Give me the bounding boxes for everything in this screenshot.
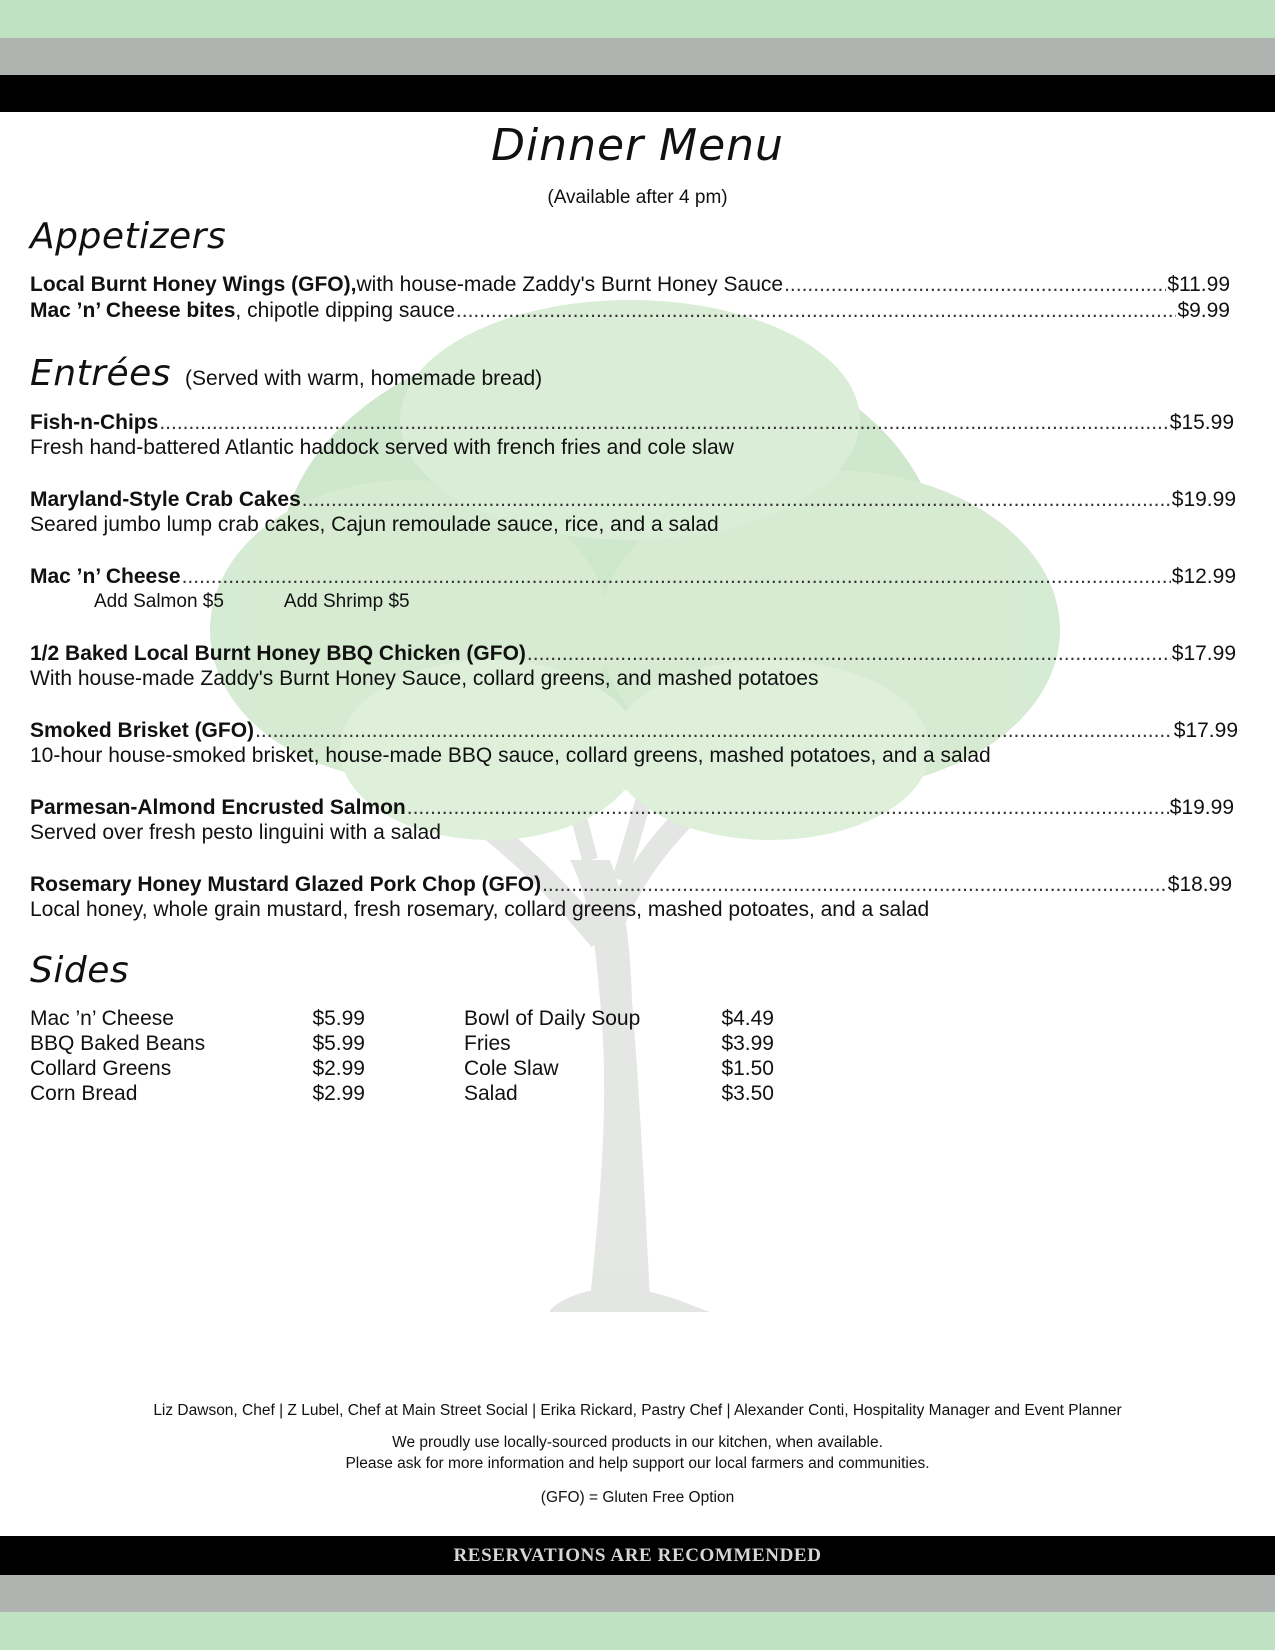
- menu-item: [30, 487, 1236, 513]
- addon-shrimp: Add Shrimp $5: [283, 591, 410, 612]
- item-description: with house-made Zaddy's Burnt Honey Sauce: [356, 273, 784, 296]
- dot-leader: [302, 487, 1171, 513]
- menu-item: [30, 298, 1230, 324]
- menu-item: [30, 564, 1236, 590]
- addon-salmon: Add Salmon $5: [94, 591, 224, 612]
- item-name: Local Burnt Honey Wings (GFO),: [30, 273, 357, 296]
- item-price: $12.99: [1171, 565, 1236, 588]
- item-name: Rosemary Honey Mustard Glazed Pork Chop (GFO): [30, 873, 542, 896]
- list-item: [464, 1056, 774, 1081]
- side-price: $2.99: [312, 1082, 365, 1105]
- item-description: With house-made Zaddy's Burnt Honey Sauce, collard greens, and mashed potatoes: [30, 667, 819, 690]
- list-item: [464, 1031, 774, 1056]
- dot-leader: [456, 298, 1177, 324]
- list-item: [464, 1081, 774, 1106]
- item-name: Parmesan-Almond Encrusted Salmon: [30, 796, 406, 819]
- local-note-line1: We proudly use locally-sourced products in our kitchen, when available.: [392, 1434, 883, 1451]
- local-note-line2: Please ask for more information and help support our local farmers and communities.: [345, 1455, 930, 1472]
- entrees-heading: [30, 353, 542, 394]
- dot-leader: [255, 718, 1173, 744]
- item-price: $19.99: [1171, 488, 1236, 511]
- sides-heading: Sides: [30, 950, 130, 991]
- menu-item: [30, 872, 1232, 898]
- item-addons: [94, 591, 410, 613]
- item-price: $17.99: [1171, 642, 1236, 665]
- sides-list-right: [464, 1006, 774, 1106]
- page-subtitle: (Available after 4 pm): [547, 187, 728, 208]
- dot-leader: [407, 795, 1169, 821]
- item-description: Fresh hand-battered Atlantic haddock served with french fries and cole slaw: [30, 436, 734, 459]
- staff-credits: Liz Dawson, Chef | Z Lubel, Chef at Main Street Social | Erika Rickard, Pastry Chef | Alexander Conti, Hospitality Manager and Event Planner: [153, 1402, 1122, 1419]
- sides-list-left: [30, 1006, 365, 1106]
- side-price: $2.99: [312, 1057, 365, 1080]
- reservations-text: RESERVATIONS ARE RECOMMENDED: [453, 1544, 822, 1566]
- menu-item: [30, 410, 1234, 436]
- dot-leader: [527, 641, 1171, 667]
- page-title: Dinner Menu: [491, 120, 784, 171]
- bottom-grey-band: [0, 1575, 1275, 1612]
- side-name: BBQ Baked Beans: [30, 1032, 206, 1055]
- item-price: $19.99: [1169, 796, 1234, 819]
- item-description: 10-hour house-smoked brisket, house-made BBQ sauce, collard greens, mashed potatoes, and a salad: [30, 744, 991, 767]
- side-name: Corn Bread: [30, 1082, 138, 1105]
- dot-leader: [542, 872, 1167, 898]
- side-name: Collard Greens: [30, 1057, 172, 1080]
- item-name: Smoked Brisket (GFO): [30, 719, 255, 742]
- item-description: Served over fresh pesto linguini with a salad: [30, 821, 441, 844]
- menu-item: [30, 795, 1234, 821]
- bottom-green-band: [0, 1612, 1275, 1650]
- dot-leader: [784, 272, 1166, 298]
- side-price: $3.50: [721, 1082, 774, 1105]
- side-name: Bowl of Daily Soup: [464, 1007, 641, 1030]
- item-price: $18.99: [1167, 873, 1232, 896]
- entrees-heading-text: Entrées: [30, 353, 172, 394]
- item-price: $9.99: [1177, 299, 1230, 322]
- item-description: Seared jumbo lump crab cakes, Cajun remoulade sauce, rice, and a salad: [30, 513, 719, 536]
- dot-leader: [159, 410, 1168, 436]
- gfo-legend: (GFO) = Gluten Free Option: [540, 1489, 735, 1506]
- item-price: $17.99: [1173, 719, 1238, 742]
- menu-item: [30, 718, 1238, 744]
- list-item: [464, 1006, 774, 1031]
- side-price: $5.99: [312, 1007, 365, 1030]
- side-price: $4.49: [721, 1007, 774, 1030]
- item-description: Local honey, whole grain mustard, fresh rosemary, collard greens, mashed potoates, and a salad: [30, 898, 930, 921]
- appetizers-heading: Appetizers: [30, 216, 227, 257]
- item-name: Mac ’n’ Cheese bites: [30, 299, 236, 322]
- item-name: Fish-n-Chips: [30, 411, 159, 434]
- side-price: $1.50: [721, 1057, 774, 1080]
- menu-item: [30, 272, 1230, 298]
- item-description: , chipotle dipping sauce: [235, 299, 455, 322]
- reservations-banner: [0, 1536, 1275, 1575]
- item-name: Mac ’n’ Cheese: [30, 565, 181, 588]
- side-name: Cole Slaw: [464, 1057, 559, 1080]
- side-name: Salad: [464, 1082, 518, 1105]
- side-name: Fries: [464, 1032, 511, 1055]
- item-price: $11.99: [1167, 273, 1230, 296]
- item-price: $15.99: [1169, 411, 1234, 434]
- dot-leader: [182, 564, 1171, 590]
- list-item: [30, 1031, 365, 1056]
- item-name: Maryland-Style Crab Cakes: [30, 488, 301, 511]
- list-item: [30, 1006, 365, 1031]
- item-name: 1/2 Baked Local Burnt Honey BBQ Chicken (GFO): [30, 642, 526, 665]
- list-item: [30, 1081, 365, 1106]
- menu-item: [30, 641, 1236, 667]
- entrees-note: (Served with warm, homemade bread): [185, 367, 543, 390]
- side-price: $3.99: [721, 1032, 774, 1055]
- side-price: $5.99: [312, 1032, 365, 1055]
- side-name: Mac ’n’ Cheese: [30, 1007, 174, 1030]
- list-item: [30, 1056, 365, 1081]
